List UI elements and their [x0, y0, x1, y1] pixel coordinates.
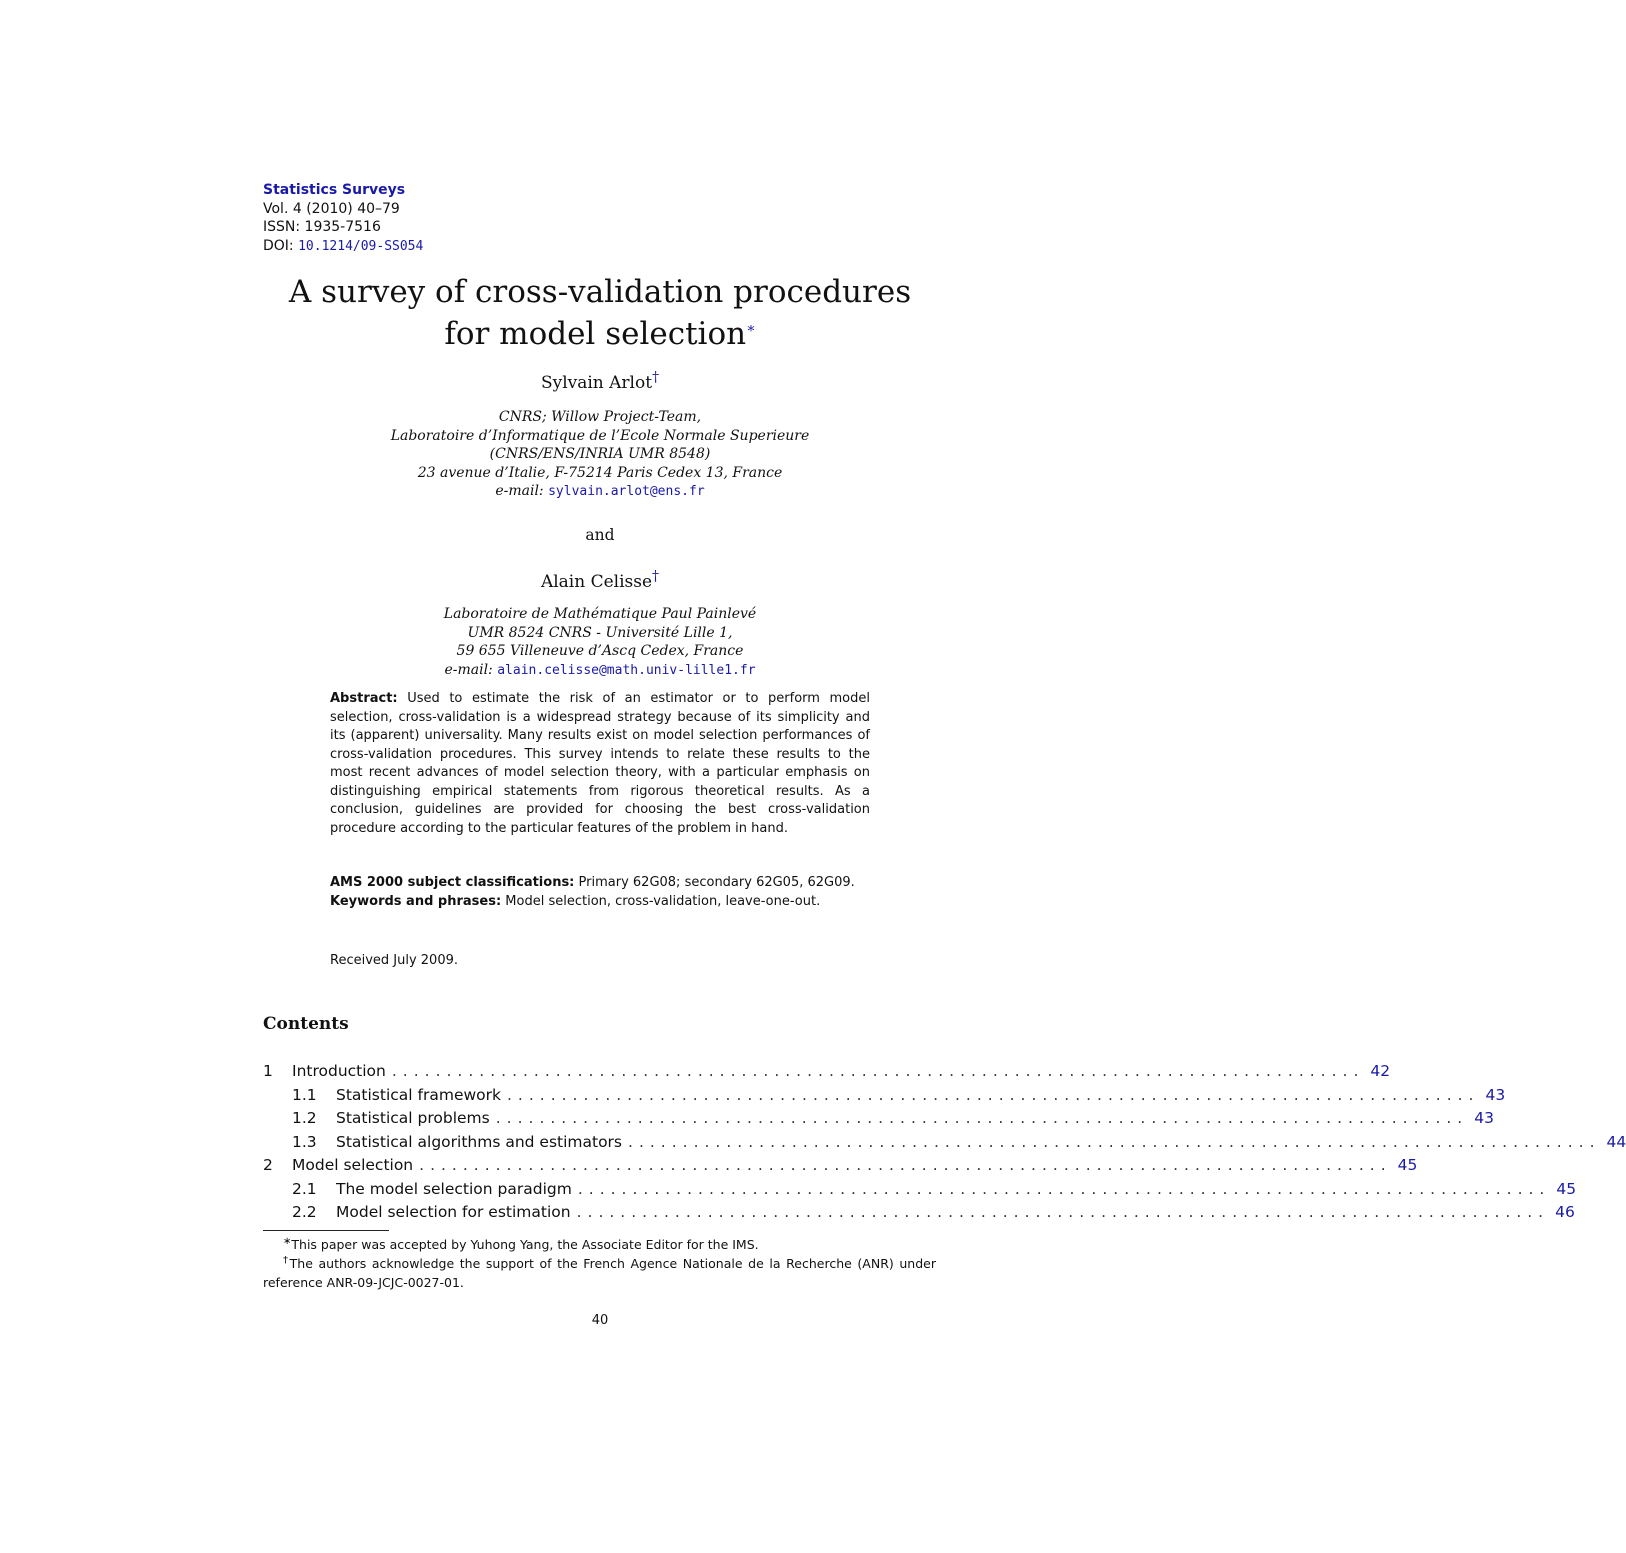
- author-2-email-link[interactable]: alain.celisse@math.univ-lille1.fr: [497, 662, 756, 678]
- journal-volume: Vol. 4 (2010) 40–79: [263, 200, 400, 217]
- toc-label: Model selection for estimation: [336, 1203, 571, 1221]
- author-1-name: Sylvain Arlot: [540, 373, 653, 393]
- toc-label: Statistical algorithms and estimators: [336, 1132, 623, 1151]
- toc-number: 2.1: [292, 1179, 317, 1198]
- footnote-mark: ∗: [283, 1235, 292, 1247]
- author-1-affiliation: [0, 408, 1200, 502]
- footnote-text: This paper was accepted by Yuhong Yang, the Associate Editor for the IMS.: [291, 1237, 759, 1252]
- footnote-divider: [263, 1230, 389, 1231]
- toc-leader: .........................................................................................: [576, 1203, 1550, 1221]
- toc-number: 2: [263, 1156, 273, 1174]
- ams-text: Primary 62G08; secondary 62G05, 62G09.: [578, 875, 855, 890]
- toc-item[interactable]: [263, 1060, 1391, 1084]
- toc-label: Model selection: [292, 1156, 414, 1174]
- toc-page-link[interactable]: 45: [1556, 1179, 1577, 1198]
- journal-info: [263, 181, 423, 256]
- doi-label: DOI:: [263, 237, 294, 254]
- title-footnote-mark[interactable]: ∗: [746, 320, 756, 337]
- toc-leader: .........................................................................................: [495, 1109, 1469, 1127]
- toc-number: 1.3: [292, 1132, 317, 1151]
- author-2-email: [0, 661, 1200, 681]
- table-of-contents: [263, 1060, 1626, 1225]
- title-line-2-text: for model selection: [444, 316, 747, 352]
- toc-leader: .........................................................................................: [419, 1156, 1392, 1174]
- toc-page-link[interactable]: 43: [1485, 1085, 1506, 1104]
- journal-issn: ISSN: 1935-7516: [263, 219, 381, 235]
- footnote-text: The authors acknowledge the support of the French Agence Nationale de la Recherche (ANR) under reference ANR-09-JCJC-0027-01.: [263, 1256, 936, 1290]
- affil-line: CNRS; Willow Project-Team,: [498, 409, 702, 425]
- toc-number: 1: [263, 1062, 273, 1080]
- email-label: e-mail:: [444, 661, 493, 678]
- toc-label: The model selection paradigm: [336, 1179, 572, 1198]
- toc-leader: .........................................................................................: [391, 1062, 1365, 1080]
- toc-page-link[interactable]: 43: [1474, 1109, 1494, 1127]
- received-date: Received July 2009.: [330, 953, 459, 968]
- doi-link[interactable]: 10.1214/09-SS054: [298, 238, 424, 254]
- paper-title: [0, 271, 1200, 355]
- abstract: [330, 690, 870, 838]
- toc-leader: .........................................................................................: [506, 1085, 1480, 1104]
- toc-item[interactable]: [263, 1154, 1418, 1178]
- author-2-affiliation: [0, 605, 1200, 680]
- email-label: e-mail:: [495, 483, 544, 499]
- toc-leader: .........................................................................................: [577, 1179, 1551, 1198]
- toc-page-link[interactable]: 42: [1370, 1062, 1391, 1080]
- affil-line: Laboratoire de Mathématique Paul Painlevé: [443, 606, 757, 622]
- affil-line: (CNRS/ENS/INRIA UMR 8548): [489, 446, 711, 462]
- title-line-2: [0, 313, 1200, 355]
- author-2: [0, 568, 1200, 592]
- toc-label: Introduction: [292, 1062, 386, 1080]
- author-1-email-link[interactable]: sylvain.arlot@ens.fr: [548, 484, 705, 499]
- keywords: [330, 893, 870, 912]
- contents-heading: Contents: [263, 1014, 349, 1034]
- toc-item[interactable]: [263, 1178, 1577, 1202]
- toc-item[interactable]: [263, 1107, 1494, 1131]
- toc-label: Statistical framework: [336, 1085, 501, 1104]
- affil-line: 23 avenue d’Italie, F-75214 Paris Cedex 13, France: [417, 464, 783, 481]
- toc-number: 2.2: [292, 1203, 317, 1221]
- toc-item[interactable]: [263, 1201, 1575, 1225]
- affil-line: Laboratoire d’Informatique de l’Ecole Normale Superieure: [390, 427, 810, 444]
- toc-page-link[interactable]: 45: [1397, 1156, 1418, 1174]
- author-1-email: [0, 482, 1200, 502]
- toc-item[interactable]: [263, 1084, 1506, 1108]
- footnote: [263, 1254, 936, 1292]
- author-1-footnote-mark[interactable]: †: [652, 369, 660, 386]
- footnotes: [263, 1235, 936, 1292]
- affil-line: 59 655 Villeneuve d’Ascq Cedex, France: [456, 643, 744, 659]
- toc-leader: .........................................................................................: [628, 1132, 1601, 1151]
- author-separator: and: [585, 526, 615, 544]
- ams-classification: [330, 874, 870, 893]
- toc-item[interactable]: [263, 1131, 1626, 1155]
- page-number: 40: [591, 1313, 609, 1328]
- author-2-footnote-mark[interactable]: †: [652, 568, 660, 585]
- ams-label: AMS 2000 subject classifications:: [330, 875, 575, 890]
- abstract-text: Used to estimate the risk of an estimator or to perform model selection, cross-validation is a widespread strategy because of its simplicity and its (apparent) universality. Many results exist on model selection performances of cross-validation procedures. This survey intends to relate these results to the most recent advances of model selection theory, with a particular emphasis on distinguishing empirical statements from rigorous theoretical results. As a conclusion, guidelines are provided for choosing the best cross-validation procedure according to the particular features of the problem in hand.: [330, 691, 870, 836]
- journal-doi: [263, 237, 423, 257]
- footnote-mark: †: [283, 1254, 290, 1266]
- toc-page-link[interactable]: 46: [1555, 1203, 1575, 1221]
- classification-block: [330, 874, 870, 911]
- keywords-text: Model selection, cross-validation, leave-one-out.: [505, 893, 821, 909]
- toc-label: Statistical problems: [336, 1109, 490, 1127]
- footnote: [263, 1235, 936, 1254]
- author-1: [0, 369, 1200, 393]
- journal-name-link[interactable]: Statistics Surveys: [263, 182, 406, 198]
- keywords-label: Keywords and phrases:: [330, 893, 502, 909]
- abstract-label: Abstract:: [330, 691, 398, 706]
- affil-line: UMR 8524 CNRS - Université Lille 1,: [467, 624, 733, 641]
- toc-page-link[interactable]: 44: [1606, 1132, 1626, 1151]
- toc-number: 1.2: [292, 1109, 317, 1127]
- toc-number: 1.1: [292, 1085, 317, 1104]
- author-2-name: Alain Celisse: [540, 572, 653, 592]
- title-line-1: A survey of cross-validation procedures: [288, 274, 912, 310]
